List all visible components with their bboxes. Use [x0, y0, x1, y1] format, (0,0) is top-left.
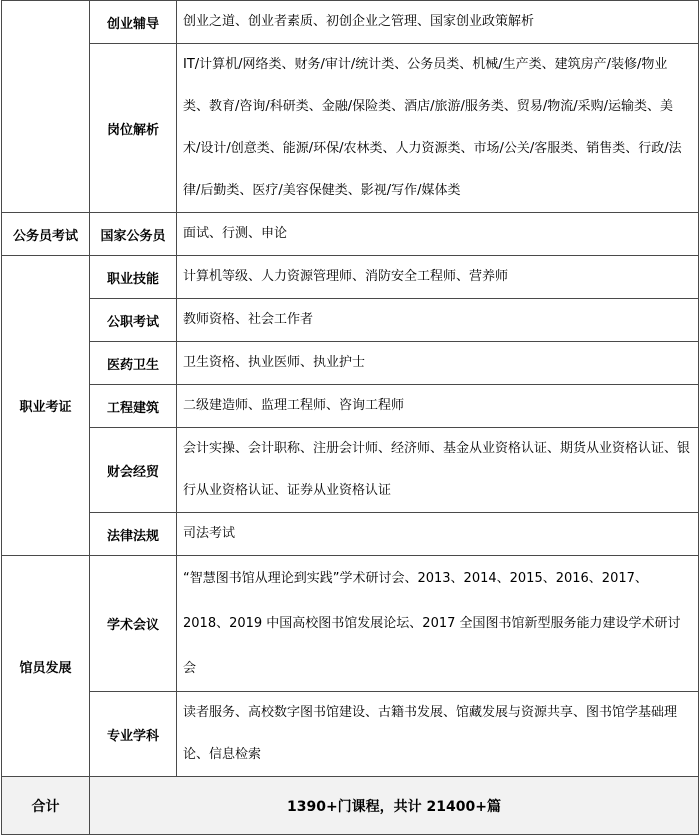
table-row — [2, 513, 699, 556]
subcategory-cell: 创业辅导 — [90, 1, 177, 44]
table-row — [2, 342, 699, 385]
content-cell: 读者服务、高校数字图书馆建设、古籍书发展、馆藏发展与资源共享、图书馆学基础理论、信息检索 — [177, 692, 699, 777]
table-row — [2, 256, 699, 299]
content-cell: 计算机等级、人力资源管理师、消防安全工程师、营养师 — [177, 256, 699, 299]
content-cell: 卫生资格、执业医师、执业护士 — [177, 342, 699, 385]
total-row — [2, 777, 699, 835]
subcategory-cell: 法律法规 — [90, 513, 177, 556]
resource-table — [1, 0, 699, 835]
table-row — [2, 299, 699, 342]
content-cell: 创业之道、创业者素质、初创企业之管理、国家创业政策解析 — [177, 1, 699, 44]
table-row — [2, 556, 699, 692]
content-cell: “智慧图书馆从理论到实践”学术研讨会、2013、2014、2015、2016、2017、2018、2019 中国高校图书馆发展论坛、2017 全国图书馆新型服务能力建设学术研讨会 — [177, 556, 699, 692]
table-row — [2, 213, 699, 256]
subcategory-cell: 财会经贸 — [90, 428, 177, 513]
content-cell: 教师资格、社会工作者 — [177, 299, 699, 342]
total-label: 合计 — [2, 777, 90, 835]
subcategory-cell: 公职考试 — [90, 299, 177, 342]
content-cell: IT/计算机/网络类、财务/审计/统计类、公务员类、机械/生产类、建筑房产/装修/物业类、教育/咨询/科研类、金融/保险类、酒店/旅游/服务类、贸易/物流/采购/运输类、美术/设计/创意类、能源/环保/农林类、人力资源类、市场/公关/客服类、销售类、行政/法律/后勤类、医疗/美容保健类、影视/写作/媒体类 — [177, 44, 699, 213]
subcategory-cell: 学术会议 — [90, 556, 177, 692]
table-row — [2, 692, 699, 777]
category-cell: 职业考证 — [2, 256, 90, 556]
content-cell: 司法考试 — [177, 513, 699, 556]
subcategory-cell: 职业技能 — [90, 256, 177, 299]
content-cell: 会计实操、会计职称、注册会计师、经济师、基金从业资格认证、期货从业资格认证、银行从业资格认证、证券从业资格认证 — [177, 428, 699, 513]
category-cell: 馆员发展 — [2, 556, 90, 777]
subcategory-cell: 岗位解析 — [90, 44, 177, 213]
subcategory-cell: 专业学科 — [90, 692, 177, 777]
table-row — [2, 385, 699, 428]
table-row — [2, 1, 699, 44]
subcategory-cell: 工程建筑 — [90, 385, 177, 428]
subcategory-cell: 国家公务员 — [90, 213, 177, 256]
content-cell: 面试、行测、申论 — [177, 213, 699, 256]
category-cell — [2, 1, 90, 213]
table-row — [2, 428, 699, 513]
category-cell: 公务员考试 — [2, 213, 90, 256]
subcategory-cell: 医药卫生 — [90, 342, 177, 385]
content-cell: 二级建造师、监理工程师、咨询工程师 — [177, 385, 699, 428]
total-summary: 1390+门课程，共计 21400+篇 — [90, 777, 699, 835]
table-row — [2, 44, 699, 213]
